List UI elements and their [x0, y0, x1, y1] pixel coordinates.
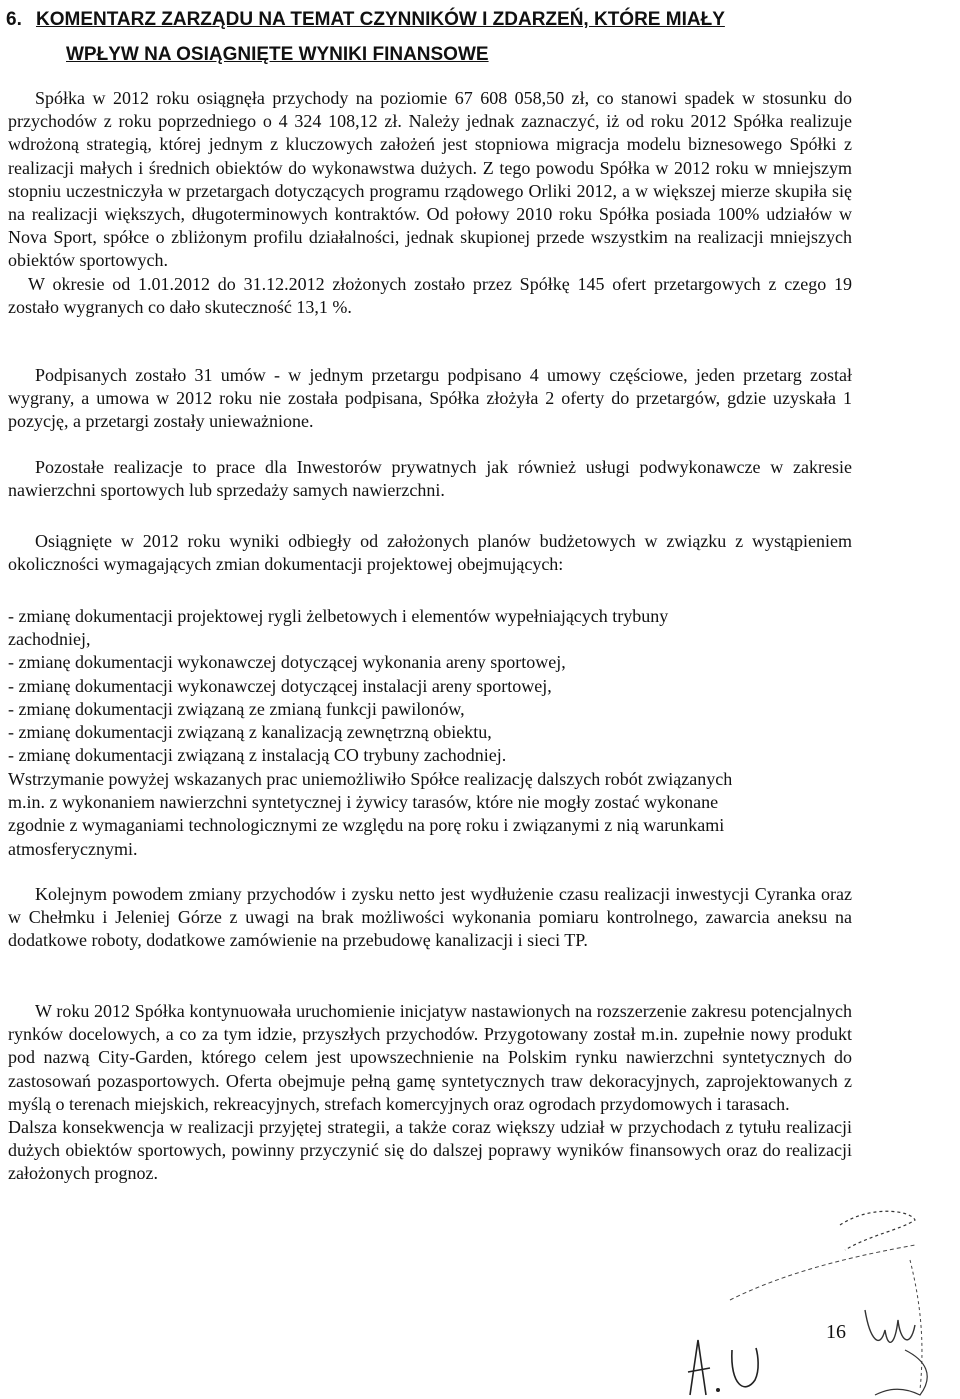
paragraph-tenders: W okresie od 1.01.2012 do 31.12.2012 złożonych zostało przez Spółkę 145 ofert przetargowych z czego 19 zostało wygranych co dało skuteczność 13,1 %.: [8, 273, 852, 317]
heading-line-2: WPŁYW NA OSIĄGNIĘTE WYNIKI FINANSOWE: [66, 44, 489, 65]
paragraph-group-7: [8, 1000, 852, 1186]
paragraph-other-projects: Pozostałe realizacje to prace dla Inwestorów prywatnych jak również usługi podwykonawcze w zakresie nawierzchni sportowych lub sprzedaży samych nawierzchni.: [8, 457, 852, 501]
list-item: - zmianę dokumentacji projektowej rygli żelbetowych i elementów wypełniających trybuny zachodniej,: [8, 606, 669, 650]
list-item: - zmianę dokumentacji związaną z instalacją CO trybuny zachodniej.: [8, 745, 507, 766]
paragraph-group-3: [8, 456, 852, 502]
heading-line-1: KOMENTARZ ZARZĄDU NA TEMAT CZYNNIKÓW I ZDARZEŃ, KTÓRE MIAŁY: [36, 9, 725, 30]
changes-list: [8, 605, 708, 767]
paragraph-group-6: [8, 883, 852, 953]
handwritten-signature: [670, 1200, 960, 1399]
paragraph-delays: Kolejnym powodem zmiany przychodów i zysku netto jest wydłużenie czasu realizacji inwestycji Cyranka oraz w Chełmku i Jeleniej Górze z uwagi na brak możliwości wykonania pomiaru kontrolnego, zawarcia aneksu na dodatkowe roboty, dodatkowe zamówienie na przebudowę kanalizacji i sieci TP.: [8, 884, 852, 951]
paragraph-group-1: [8, 87, 852, 319]
paragraph-results: Osiągnięte w 2012 roku wyniki odbiegły od założonych planów budżetowych w związku z wystąpieniem okoliczności wymagających zmian dokumentacji projektowej obejmujących:: [8, 531, 852, 575]
paragraph-group-5: [8, 768, 748, 861]
paragraph-revenue: Spółka w 2012 roku osiągnęła przychody na poziomie 67 608 058,50 zł, co stanowi spadek w stosunku do przychodów z roku poprzedniego o 4 324 108,12 zł. Należy jednak zaznaczyć, iż od roku 2012 Spółka realizuje wdrożoną strategią, której jednym z kluczowych założeń jest stopniowa migracja modelu biznesowego Spółki z realizacji małych i średnich obiektów do wykonawstwa dużych. Z tego powodu Spółka w 2012 roku w mniejszym stopniu uczestniczyła w przetargach dotyczących programu rządowego Orliki 2012, a w większej mierze skupiła się na realizacji większych, długoterminowych kontraktów. Od połowy 2010 roku Spółka posiada 100% udziałów w Nova Sport, spółce o zbliżonym profilu działalności, jednak skupionej przede wszystkim na realizacji mniejszych obiektów sportowych.: [8, 88, 852, 271]
list-item: - zmianę dokumentacji związaną ze zmianą funkcji pawilonów,: [8, 698, 465, 719]
list-item: - zmianę dokumentacji wykonawczej dotyczącej instalacji areny sportowej,: [8, 675, 552, 696]
paragraph-group-4: [8, 530, 852, 576]
page-number: 16: [826, 1321, 846, 1343]
paragraph-contracts: Podpisanych zostało 31 umów - w jednym przetargu podpisano 4 umowy częściowe, jeden przetarg został wygrany, a umowa w 2012 roku nie została podpisana, Spółka złożyła 2 oferty do przetargów, gdzie uzyskała 1 pozycję, a przetargi zostały unieważnione.: [8, 365, 852, 432]
paragraph-strategy: Dalsza konsekwencja w realizacji przyjętej strategii, a także coraz większy udział w przychodach z tytułu realizacji dużych obiektów sportowych, powinny przyczynić się do dalszej poprawy wyników finansowych oraz do realizacji założonych prognoz.: [8, 1117, 852, 1184]
list-item: - zmianę dokumentacji wykonawczej dotyczącej wykonania areny sportowej,: [8, 652, 566, 673]
paragraph-suspension: Wstrzymanie powyżej wskazanych prac uniemożliwiło Spółce realizację dalszych robót związanych m.in. z wykonaniem nawierzchni syntetycznej i żywicy tarasów, które nie mogły zostać wykonane zgodnie z wymaganiami technologicznymi ze względu na porę roku i związanymi z nią warunkami atmosferycznymi.: [8, 769, 733, 859]
section-number: 6.: [6, 9, 22, 30]
paragraph-group-2: [8, 364, 852, 434]
list-item: - zmianę dokumentacji związaną z kanalizacją zewnętrzną obiektu,: [8, 722, 492, 743]
paragraph-initiatives: W roku 2012 Spółka kontynuowała uruchomienie inicjatyw nastawionych na rozszerzenie zakresu potencjalnych rynków docelowych, a co za tym idzie, przyszłych przychodów. Przygotowany został m.in. zupełnie nowy produkt pod nazwą City-Garden, którego celem jest upowszechnienie na Polskim rynku nawierzchni syntetycznych do zastosowań pozasportowych. Oferta obejmuje pełną gamę syntetycznych traw dekoracyjnych, zaprojektowanych z myślą o terenach miejskich, rekreacyjnych, strefach komercyjnych oraz ogrodach przydomowych i tarasach.: [8, 1001, 852, 1114]
section-heading: [6, 2, 906, 72]
